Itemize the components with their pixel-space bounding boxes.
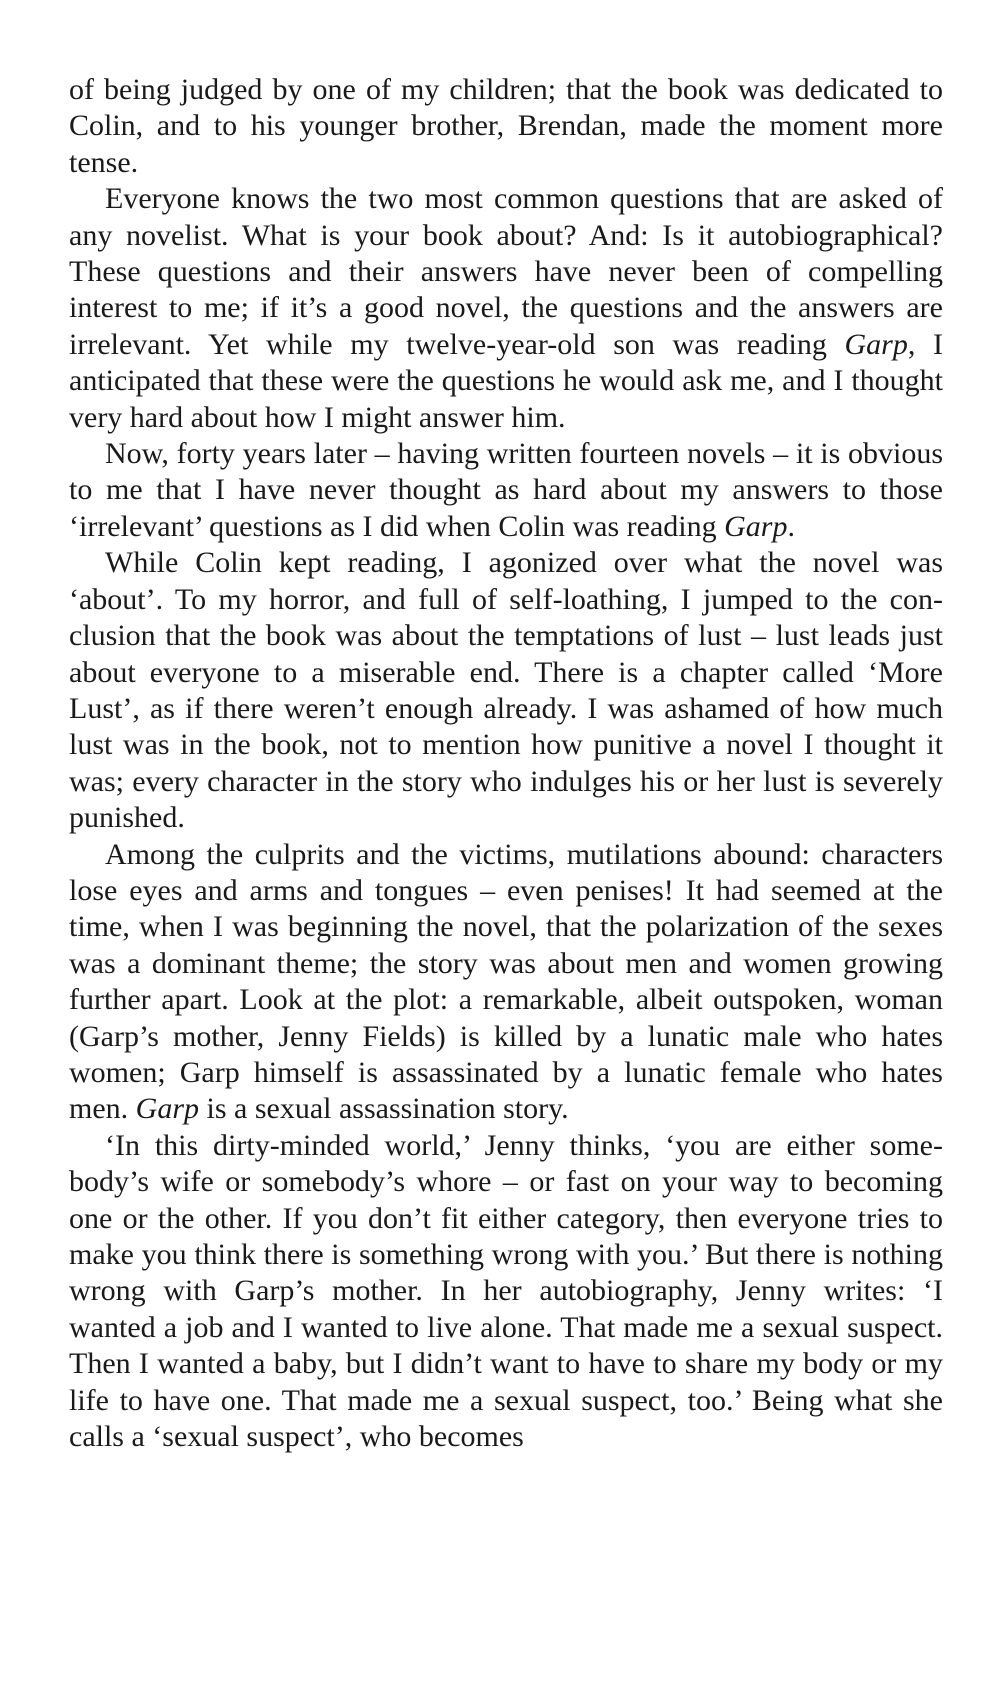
paragraph-3-text-b: . [787,509,795,543]
paragraph-6-text: ‘In this dirty-minded world,’ Jenny thinks, ‘you are either somebody’s wife or somebody’s whore – or fast on your way to becoming one or the other. If you don’t fit either category, then everyone tries to make you think there is something wrong with you.’ But there is nothing wrong with Garp’s mother. In her autobiography, Jenny writes: ‘I wanted a job and I wanted to live alone. That made me a sexual suspect. Then I wanted a baby, but I didn’t want to have to share my body or my life to have one. That made me a sexual suspect, too.’ Being what she calls a ‘sexual suspect’, who becomes [69,1128,943,1454]
paragraph-5 [69,837,943,1128]
paragraph-2 [69,181,943,436]
paragraph-3-text-a: Now, forty years later – having written fourteen novels – it is obvious to me that I have never thought as hard about my answers to those ‘irrelevant’ questions as I did when Colin was reading [69,437,943,543]
paragraph-2-text-b: , I anticipated that these were the questions he would ask me, and I thought very hard about how I might answer him. [69,327,943,434]
paragraph-5-text-a: Among the culprits and the victims, mutilations abound: characters lose eyes and arms and tongues – even penises! It had seemed at the time, when I was beginning the novel, that the polarization of the sexes was a dominant theme; the story was about men and women growing further apart. Look at the plot: a remarkable, albeit outspoken, woman (Garp’s mother, Jenny Fields) is killed by a lunatic male who hates women; Garp himself is assassinated by a lunatic female who hates men. [69,837,943,1126]
paragraph-4-text: While Colin kept reading, I agonized over what the novel was ‘about’. To my horror, and full of self-loathing, I jumped to the conclusion that the book was about the temptations of lust – lust leads just about everyone to a miserable end. There is a chapter called ‘More Lust’, as if there weren’t enough already. I was ashamed of how much lust was in the book, not to mention how punitive a novel I thought it was; every character in the story who indulges his or her lust is severely punished. [69,546,943,835]
book-page-body [69,72,943,1455]
paragraph-6 [69,1128,943,1456]
paragraph-2-text-a: Everyone knows the two most common questions that are asked of any novelist. What is your book about? And: Is it autobiographical? These questions and their answers have never been of compelling interest to me; if it’s a good novel, the questions and the answers are irrelevant. Yet while my twelve-year-old son was reading [69,182,943,361]
paragraph-5-book-title: Garp [135,1092,199,1126]
paragraph-5-text-b: is a sexual assassination story. [199,1092,569,1126]
paragraph-3-book-title: Garp [724,509,788,543]
paragraph-4 [69,545,943,836]
paragraph-1-text: of being judged by one of my children; that the book was dedicated to Colin, and to his younger brother, Brendan, made the moment more tense. [69,73,943,179]
paragraph-2-book-title: Garp [844,327,908,361]
paragraph-1 [69,72,943,181]
paragraph-3 [69,436,943,545]
